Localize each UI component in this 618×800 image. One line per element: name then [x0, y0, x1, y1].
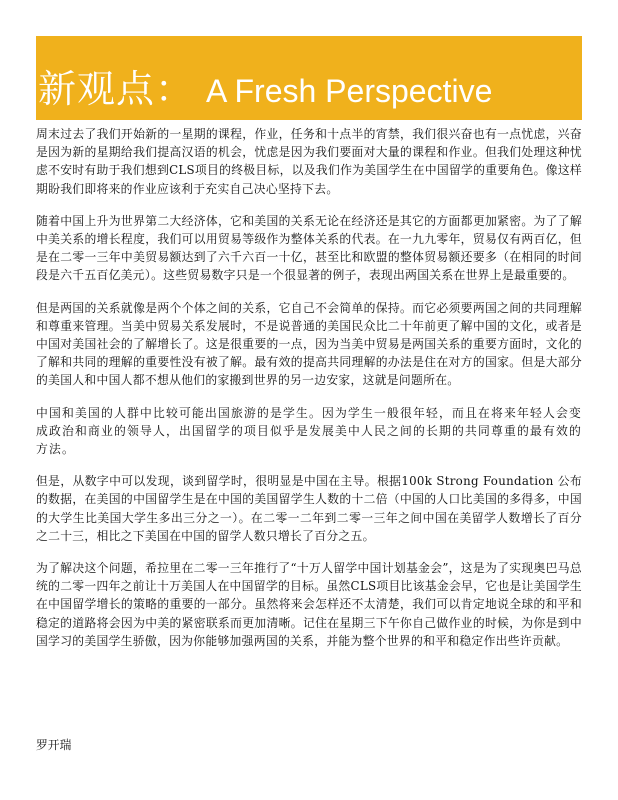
header-banner — [36, 36, 582, 120]
banner-title-english: A Fresh Perspective — [206, 73, 493, 109]
article-body — [36, 125, 582, 664]
paragraph-5: 但是，从数字中可以发现，谈到留学时，很明显是中国在主导。根据100k Strong Foundation 公布的数据，在美国的中国留学生是在中国的美国留学生人数的十二倍（中国的人口比美国的多得多，中国的大学生比美国大学生多出三分之一）。在二零一二年到二零一三年之间中国在美留学人数增长了百分之二十三，相比之下美国在中国的留学人数只增长了百分之五。 — [36, 474, 583, 543]
paragraph-2: 随着中国上升为世界第二大经济体，它和美国的关系无论在经济还是其它的方面都更加紧密。为了了解中美关系的增长程度，我们可以用贸易等级作为整体关系的代表。在一九九零年，贸易仅有两百亿，但是在二零一三年中美贸易额达到了六千六百一十亿，甚至比和欧盟的整体贸易额还要多（在相同的时间段是六千五百亿美元）。这些贸易数字只是一个很显著的例子，表现出两国关系在世界上是最重要的。 — [36, 213, 582, 283]
paragraph-3: 但是两国的关系就像是两个个体之间的关系，它自己不会简单的保持。而它必须要两国之间的共同理解和尊重来管理。当美中贸易关系发展时，不是说普通的美国民众比二十年前更了解中国的文化，或者是中国对美国社会的了解增长了。这是很重要的一点，因为当美中贸易是两国关系的重要方面时，文化的了解和共同的理解的重要性没有被了解。最有效的提高共同理解的办法是住在对方的国家。但是大部分的美国人和中国人都不想从他们的家搬到世界的另一边安家，这就是问题所在。 — [36, 300, 582, 388]
paragraph-6: 为了解决这个问题，希拉里在二零一三年推行了“十万人留学中国计划基金会”，这是为了实现奥巴马总统的二零一四年之前让十万美国人在中国留学的目标。虽然CLS项目比该基金会早，它也是让美国学生在中国留学增长的策略的重要的一部分。虽然将来会怎样还不太清楚，我们可以肯定地说全球的和平和稳定的道路将会因为中美的紧密联系而更加清晰。记住在星期三下午你自己做作业的时候，为你是到中国学习的美国学生骄傲，因为你能够加强两国的关系，并能为整个世界的和平和稳定作出些许贡献。 — [36, 561, 583, 648]
author-signature: 罗开瑞 — [36, 738, 72, 752]
paragraph-4: 中国和美国的人群中比较可能出国旅游的是学生。因为学生一般很年轻，而且在将来年轻人会变成政治和商业的领导人，出国留学的项目似乎是发展美中人民之间的长期的共同尊重的最有效的方法。 — [36, 405, 582, 457]
paragraph-1: 周末过去了我们开始新的一星期的课程，作业，任务和十点半的宵禁，我们很兴奋也有一点忧虑，兴奋是因为新的星期给我们提高汉语的机会，忧虑是因为我们要面对大量的课程和作业。但我们处理这种忧虑不安时有助于我们想到CLS项目的终极目标，以及我们作为美国学生在中国留学的重要角色。像这样期盼我们即将来的作业应该利于充实自己决心坚持下去。 — [36, 127, 583, 196]
banner-title-chinese: 新观点： — [38, 67, 195, 111]
